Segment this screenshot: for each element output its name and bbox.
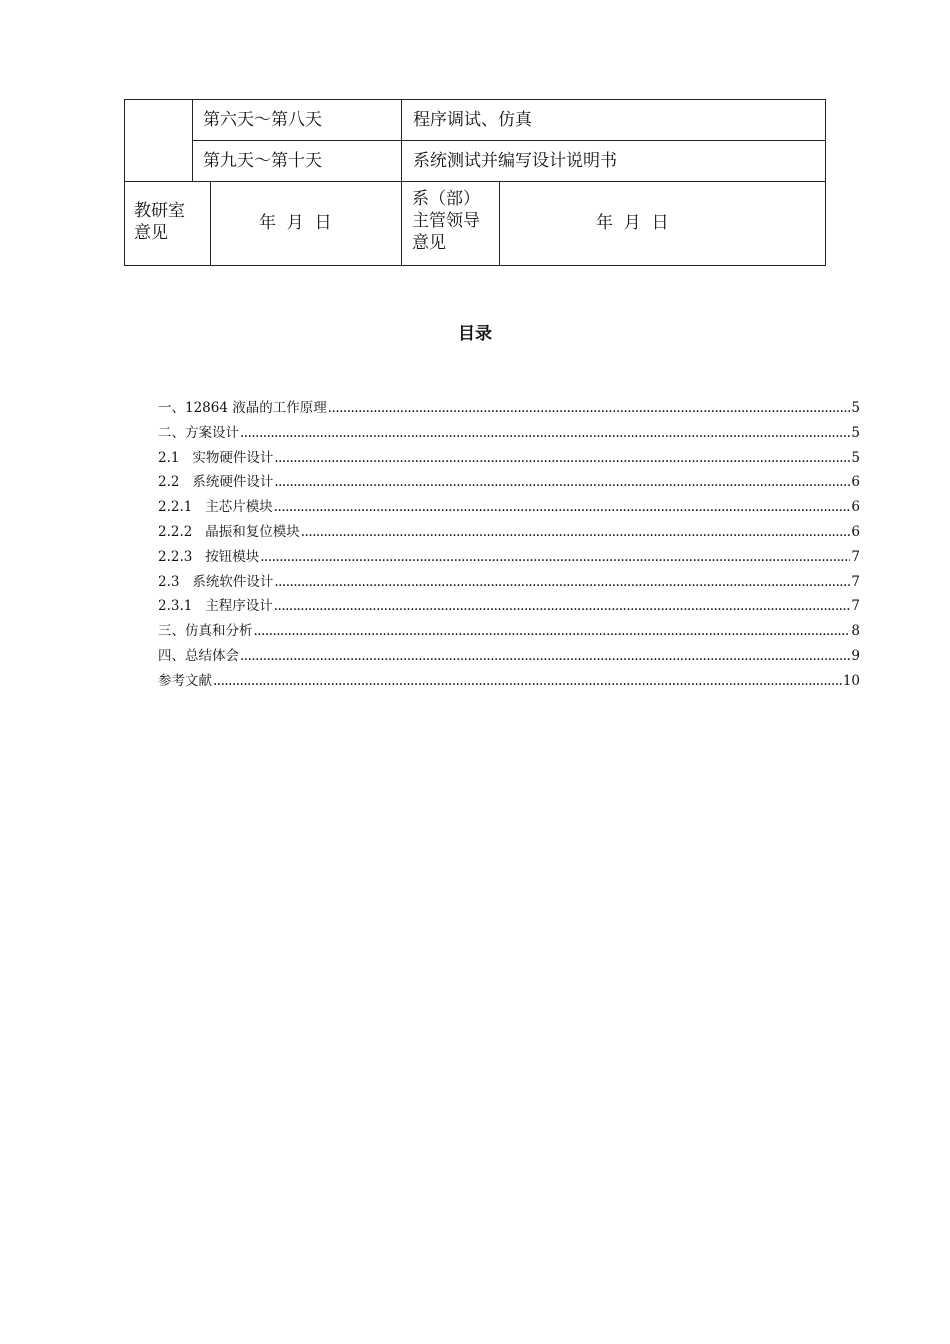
table-rule xyxy=(192,99,193,182)
toc-entry[interactable] xyxy=(158,570,860,595)
leader-date: 年 月 日 xyxy=(596,213,669,233)
schedule-task: 系统测试并编写设计说明书 xyxy=(413,151,617,171)
toc-entry-label: 2.2.1 主芯片模块 xyxy=(158,499,273,516)
toc-entry-page: 10 xyxy=(842,672,860,689)
toc-entry-label: 参考文献 xyxy=(158,672,212,689)
toc-entry-label: 2.1 实物硬件设计 xyxy=(158,449,274,466)
toc-entry-label: 2.3.1 主程序设计 xyxy=(158,598,273,615)
table-border-top xyxy=(124,99,826,100)
leader-opinion-label: 系（部）主管领导意见 xyxy=(412,189,480,253)
toc-entry[interactable] xyxy=(158,545,860,570)
toc-entry-label: 一、12864 液晶的工作原理 xyxy=(158,400,327,416)
toc-leader xyxy=(274,598,851,614)
toc-entry[interactable] xyxy=(158,669,860,694)
toc-entry-page: 5 xyxy=(851,424,860,441)
toc-entry-label: 2.2.3 按钮模块 xyxy=(158,548,260,565)
toc-entry[interactable] xyxy=(158,644,860,669)
toc-entry-page: 9 xyxy=(851,647,860,664)
toc-entry[interactable] xyxy=(158,470,860,495)
dept-date: 年 月 日 xyxy=(259,213,332,233)
toc-leader xyxy=(240,425,850,441)
toc-entry-page: 7 xyxy=(851,573,860,590)
toc-leader xyxy=(274,450,850,466)
toc-entry[interactable] xyxy=(158,594,860,619)
toc-entry[interactable] xyxy=(158,520,860,545)
table-border-bottom xyxy=(124,265,826,266)
schedule-table xyxy=(124,99,826,266)
toc-entry-label: 三、仿真和分析 xyxy=(158,623,253,640)
dept-opinion-label: 教研室意见 xyxy=(134,201,185,243)
toc-entry-label: 二、方案设计 xyxy=(158,424,239,441)
toc-entry-label: 2.3 系统软件设计 xyxy=(158,573,274,590)
toc-leader xyxy=(213,673,842,689)
toc-leader xyxy=(240,648,850,664)
table-rule xyxy=(499,181,500,266)
toc-entry-page: 6 xyxy=(851,474,860,491)
toc-entry-page: 5 xyxy=(851,400,860,416)
toc-entry[interactable] xyxy=(158,421,860,446)
toc-leader xyxy=(274,474,850,490)
schedule-days: 第六天～第八天 xyxy=(203,110,322,130)
schedule-days: 第九天～第十天 xyxy=(203,151,322,171)
toc-entry-page: 7 xyxy=(851,598,860,615)
toc-entry-page: 6 xyxy=(851,499,860,516)
toc-entry[interactable] xyxy=(158,619,860,644)
toc-leader xyxy=(274,574,850,590)
toc-entry-page: 8 xyxy=(851,623,860,640)
toc-entry-label: 2.2.2 晶振和复位模块 xyxy=(158,523,300,540)
toc-entry[interactable] xyxy=(158,396,860,421)
toc-entry-label: 2.2 系统硬件设计 xyxy=(158,474,274,491)
toc-entry-page: 7 xyxy=(851,548,860,565)
toc-list xyxy=(158,396,860,694)
toc-entry-page: 5 xyxy=(851,449,860,466)
toc-leader xyxy=(254,623,851,639)
table-rule xyxy=(401,99,402,266)
table-border-right xyxy=(825,99,826,266)
toc-leader xyxy=(328,400,851,416)
toc-leader xyxy=(274,499,851,515)
table-rule xyxy=(210,181,211,266)
schedule-task: 程序调试、仿真 xyxy=(413,110,532,130)
toc-leader xyxy=(301,524,851,540)
toc-leader xyxy=(260,549,850,565)
table-border-left xyxy=(124,99,125,266)
toc-entry[interactable] xyxy=(158,446,860,471)
table-rule xyxy=(124,181,826,182)
toc-entry[interactable] xyxy=(158,495,860,520)
toc-title: 目录 xyxy=(458,324,492,344)
table-rule xyxy=(192,140,826,141)
toc-entry-label: 四、总结体会 xyxy=(158,647,239,664)
toc-entry-page: 6 xyxy=(851,523,860,540)
